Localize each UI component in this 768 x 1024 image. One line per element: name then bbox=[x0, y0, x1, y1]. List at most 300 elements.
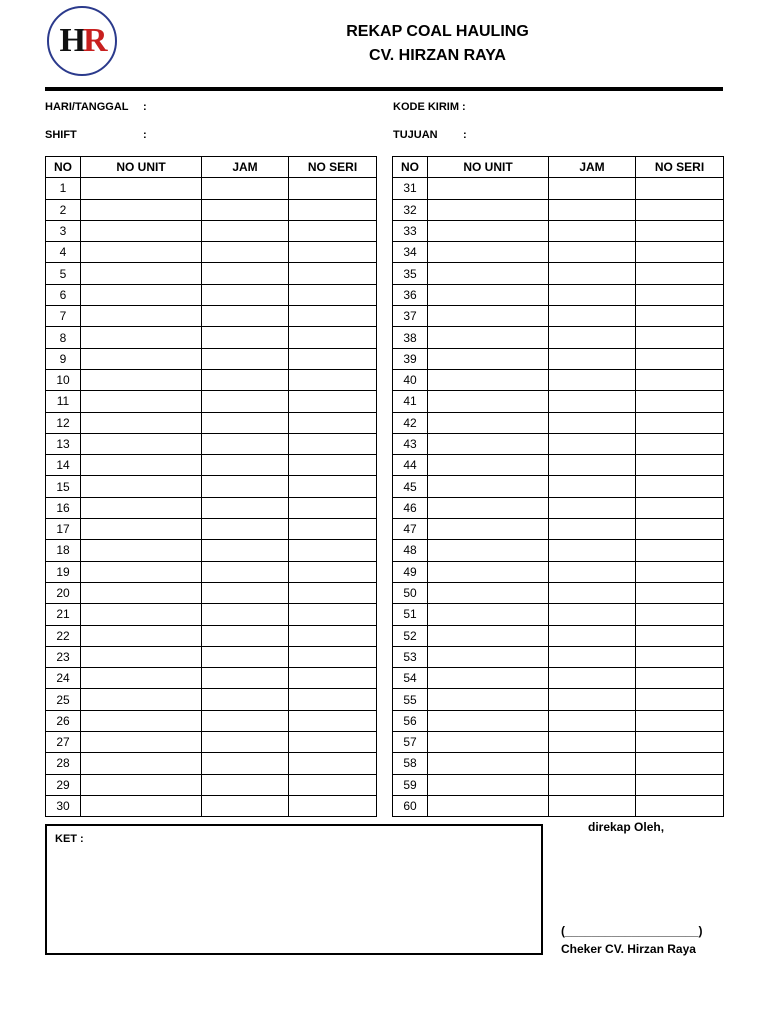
jam-cell[interactable] bbox=[549, 625, 636, 646]
table-row bbox=[46, 710, 377, 731]
no-unit-cell[interactable] bbox=[428, 774, 549, 795]
table-row bbox=[46, 540, 377, 561]
row-number: 42 bbox=[393, 412, 428, 433]
no-seri-cell[interactable] bbox=[636, 284, 724, 305]
row-number: 33 bbox=[393, 220, 428, 241]
no-unit-cell[interactable] bbox=[428, 327, 549, 348]
table-row bbox=[393, 476, 724, 497]
table-row bbox=[46, 348, 377, 369]
no-seri-cell[interactable] bbox=[289, 582, 377, 603]
jam-cell[interactable] bbox=[202, 753, 289, 774]
no-seri-cell[interactable] bbox=[289, 327, 377, 348]
header-jam: JAM bbox=[202, 157, 289, 178]
jam-cell[interactable] bbox=[549, 774, 636, 795]
table-row bbox=[46, 646, 377, 667]
no-seri-cell[interactable] bbox=[289, 284, 377, 305]
jam-cell[interactable] bbox=[549, 263, 636, 284]
table-row bbox=[393, 369, 724, 390]
jam-cell[interactable] bbox=[549, 561, 636, 582]
no-unit-cell[interactable] bbox=[81, 582, 202, 603]
no-unit-cell[interactable] bbox=[428, 455, 549, 476]
no-unit-cell[interactable] bbox=[81, 263, 202, 284]
row-number: 29 bbox=[46, 774, 81, 795]
jam-cell[interactable] bbox=[202, 561, 289, 582]
logo-monogram: HR bbox=[59, 22, 105, 59]
notes-box[interactable] bbox=[45, 824, 543, 955]
checker-label: Cheker CV. Hirzan Raya bbox=[561, 942, 696, 956]
no-unit-cell[interactable] bbox=[428, 476, 549, 497]
no-unit-cell[interactable] bbox=[428, 242, 549, 263]
field-shift-label: SHIFT bbox=[45, 129, 77, 141]
no-seri-cell[interactable] bbox=[289, 412, 377, 433]
row-number: 7 bbox=[46, 306, 81, 327]
jam-cell[interactable] bbox=[549, 178, 636, 199]
no-unit-cell[interactable] bbox=[81, 178, 202, 199]
row-number: 1 bbox=[46, 178, 81, 199]
jam-cell[interactable] bbox=[549, 668, 636, 689]
no-seri-cell[interactable] bbox=[636, 263, 724, 284]
row-number: 60 bbox=[393, 795, 428, 816]
no-seri-cell[interactable] bbox=[636, 497, 724, 518]
company-logo bbox=[47, 6, 117, 76]
table-row bbox=[46, 327, 377, 348]
header-no-seri: NO SERI bbox=[636, 157, 724, 178]
no-unit-cell[interactable] bbox=[428, 199, 549, 220]
table-row bbox=[46, 561, 377, 582]
no-unit-cell[interactable] bbox=[428, 178, 549, 199]
table-row bbox=[46, 242, 377, 263]
no-seri-cell[interactable] bbox=[636, 582, 724, 603]
no-seri-cell[interactable] bbox=[289, 710, 377, 731]
no-seri-cell[interactable] bbox=[289, 178, 377, 199]
jam-cell[interactable] bbox=[202, 199, 289, 220]
field-tujuan-colon: : bbox=[463, 129, 467, 141]
header-no-unit: NO UNIT bbox=[428, 157, 549, 178]
row-number: 22 bbox=[46, 625, 81, 646]
no-seri-cell[interactable] bbox=[636, 668, 724, 689]
jam-cell[interactable] bbox=[549, 497, 636, 518]
row-number: 59 bbox=[393, 774, 428, 795]
no-seri-cell[interactable] bbox=[289, 455, 377, 476]
row-number: 49 bbox=[393, 561, 428, 582]
no-unit-cell[interactable] bbox=[81, 412, 202, 433]
table-row bbox=[393, 519, 724, 540]
no-unit-cell[interactable] bbox=[81, 689, 202, 710]
table-row bbox=[46, 732, 377, 753]
table-row bbox=[393, 412, 724, 433]
no-unit-cell[interactable] bbox=[81, 497, 202, 518]
jam-cell[interactable] bbox=[202, 327, 289, 348]
row-number: 54 bbox=[393, 668, 428, 689]
table-row bbox=[393, 732, 724, 753]
no-unit-cell[interactable] bbox=[428, 604, 549, 625]
table-row bbox=[393, 306, 724, 327]
jam-cell[interactable] bbox=[202, 646, 289, 667]
table-row bbox=[46, 625, 377, 646]
jam-cell[interactable] bbox=[549, 519, 636, 540]
no-unit-cell[interactable] bbox=[428, 412, 549, 433]
table-row bbox=[393, 455, 724, 476]
no-unit-cell[interactable] bbox=[428, 433, 549, 454]
table-row bbox=[46, 604, 377, 625]
no-seri-cell[interactable] bbox=[636, 327, 724, 348]
jam-cell[interactable] bbox=[202, 178, 289, 199]
table-row bbox=[393, 220, 724, 241]
no-seri-cell[interactable] bbox=[636, 625, 724, 646]
no-seri-cell[interactable] bbox=[289, 306, 377, 327]
no-seri-cell[interactable] bbox=[289, 433, 377, 454]
company-name: CV. HIRZAN RAYA bbox=[369, 47, 506, 64]
no-unit-cell[interactable] bbox=[81, 348, 202, 369]
row-number: 36 bbox=[393, 284, 428, 305]
no-seri-cell[interactable] bbox=[289, 795, 377, 816]
table-row bbox=[46, 795, 377, 816]
jam-cell[interactable] bbox=[549, 284, 636, 305]
jam-cell[interactable] bbox=[549, 391, 636, 412]
table-row bbox=[393, 391, 724, 412]
jam-cell[interactable] bbox=[549, 369, 636, 390]
recap-by-label: direkap Oleh, bbox=[588, 820, 665, 834]
row-number: 25 bbox=[46, 689, 81, 710]
jam-cell[interactable] bbox=[202, 582, 289, 603]
table-row bbox=[393, 795, 724, 816]
jam-cell[interactable] bbox=[549, 604, 636, 625]
row-number: 48 bbox=[393, 540, 428, 561]
row-number: 2 bbox=[46, 199, 81, 220]
row-number: 41 bbox=[393, 391, 428, 412]
header-no: NO bbox=[46, 157, 81, 178]
no-unit-cell[interactable] bbox=[81, 220, 202, 241]
jam-cell[interactable] bbox=[202, 284, 289, 305]
no-seri-cell[interactable] bbox=[636, 604, 724, 625]
row-number: 15 bbox=[46, 476, 81, 497]
row-number: 21 bbox=[46, 604, 81, 625]
no-seri-cell[interactable] bbox=[289, 263, 377, 284]
row-number: 17 bbox=[46, 519, 81, 540]
no-unit-cell[interactable] bbox=[81, 561, 202, 582]
table-row bbox=[393, 327, 724, 348]
row-number: 6 bbox=[46, 284, 81, 305]
field-kode-kirim-label: KODE KIRIM : bbox=[393, 101, 466, 113]
no-unit-cell[interactable] bbox=[428, 795, 549, 816]
no-seri-cell[interactable] bbox=[636, 519, 724, 540]
no-unit-cell[interactable] bbox=[428, 263, 549, 284]
row-number: 13 bbox=[46, 433, 81, 454]
header-jam: JAM bbox=[549, 157, 636, 178]
row-number: 20 bbox=[46, 582, 81, 603]
jam-cell[interactable] bbox=[549, 327, 636, 348]
table-row bbox=[393, 348, 724, 369]
no-seri-cell[interactable] bbox=[289, 540, 377, 561]
no-seri-cell[interactable] bbox=[636, 348, 724, 369]
no-unit-cell[interactable] bbox=[81, 369, 202, 390]
no-seri-cell[interactable] bbox=[289, 732, 377, 753]
no-seri-cell[interactable] bbox=[636, 476, 724, 497]
no-unit-cell[interactable] bbox=[81, 795, 202, 816]
table-row bbox=[46, 412, 377, 433]
no-seri-cell[interactable] bbox=[636, 455, 724, 476]
jam-cell[interactable] bbox=[202, 306, 289, 327]
no-seri-cell[interactable] bbox=[636, 710, 724, 731]
header-no: NO bbox=[393, 157, 428, 178]
jam-cell[interactable] bbox=[549, 540, 636, 561]
header-no-unit: NO UNIT bbox=[81, 157, 202, 178]
field-hari-tanggal-label: HARI/TANGGAL bbox=[45, 101, 129, 113]
row-number: 58 bbox=[393, 753, 428, 774]
no-seri-cell[interactable] bbox=[636, 391, 724, 412]
jam-cell[interactable] bbox=[549, 689, 636, 710]
no-seri-cell[interactable] bbox=[636, 732, 724, 753]
row-number: 52 bbox=[393, 625, 428, 646]
no-unit-cell[interactable] bbox=[428, 668, 549, 689]
no-seri-cell[interactable] bbox=[289, 519, 377, 540]
no-seri-cell[interactable] bbox=[289, 199, 377, 220]
no-unit-cell[interactable] bbox=[428, 625, 549, 646]
table-header-row bbox=[393, 157, 724, 178]
jam-cell[interactable] bbox=[202, 710, 289, 731]
no-unit-cell[interactable] bbox=[428, 391, 549, 412]
no-seri-cell[interactable] bbox=[289, 242, 377, 263]
jam-cell[interactable] bbox=[202, 412, 289, 433]
row-number: 46 bbox=[393, 497, 428, 518]
no-seri-cell[interactable] bbox=[289, 646, 377, 667]
no-seri-cell[interactable] bbox=[636, 689, 724, 710]
field-hari-tanggal bbox=[45, 101, 147, 113]
no-unit-cell[interactable] bbox=[428, 710, 549, 731]
row-number: 50 bbox=[393, 582, 428, 603]
field-tujuan-label: TUJUAN bbox=[393, 129, 438, 141]
field-kode-kirim bbox=[393, 101, 466, 113]
recap-table-left bbox=[45, 156, 377, 817]
no-unit-cell[interactable] bbox=[428, 284, 549, 305]
table-row bbox=[393, 689, 724, 710]
jam-cell[interactable] bbox=[549, 753, 636, 774]
no-seri-cell[interactable] bbox=[289, 774, 377, 795]
no-unit-cell[interactable] bbox=[81, 668, 202, 689]
no-unit-cell[interactable] bbox=[81, 519, 202, 540]
field-hari-tanggal-colon: : bbox=[143, 101, 147, 113]
no-seri-cell[interactable] bbox=[636, 412, 724, 433]
table-row bbox=[393, 433, 724, 454]
jam-cell[interactable] bbox=[549, 646, 636, 667]
jam-cell[interactable] bbox=[202, 519, 289, 540]
jam-cell[interactable] bbox=[549, 455, 636, 476]
jam-cell[interactable] bbox=[549, 220, 636, 241]
no-seri-cell[interactable] bbox=[289, 668, 377, 689]
jam-cell[interactable] bbox=[202, 476, 289, 497]
jam-cell[interactable] bbox=[202, 668, 289, 689]
table-row bbox=[46, 582, 377, 603]
no-seri-cell[interactable] bbox=[636, 220, 724, 241]
row-number: 32 bbox=[393, 199, 428, 220]
no-unit-cell[interactable] bbox=[81, 732, 202, 753]
row-number: 27 bbox=[46, 732, 81, 753]
jam-cell[interactable] bbox=[202, 604, 289, 625]
no-seri-cell[interactable] bbox=[289, 604, 377, 625]
jam-cell[interactable] bbox=[202, 625, 289, 646]
no-unit-cell[interactable] bbox=[81, 774, 202, 795]
no-seri-cell[interactable] bbox=[289, 348, 377, 369]
no-seri-cell[interactable] bbox=[636, 242, 724, 263]
row-number: 57 bbox=[393, 732, 428, 753]
table-row bbox=[393, 199, 724, 220]
jam-cell[interactable] bbox=[202, 391, 289, 412]
jam-cell[interactable] bbox=[202, 242, 289, 263]
no-unit-cell[interactable] bbox=[428, 561, 549, 582]
row-number: 4 bbox=[46, 242, 81, 263]
row-number: 34 bbox=[393, 242, 428, 263]
no-seri-cell[interactable] bbox=[289, 476, 377, 497]
table-row bbox=[46, 497, 377, 518]
no-unit-cell[interactable] bbox=[81, 476, 202, 497]
no-unit-cell[interactable] bbox=[81, 242, 202, 263]
table-row bbox=[46, 306, 377, 327]
no-unit-cell[interactable] bbox=[81, 284, 202, 305]
jam-cell[interactable] bbox=[202, 774, 289, 795]
no-unit-cell[interactable] bbox=[81, 306, 202, 327]
no-seri-cell[interactable] bbox=[289, 497, 377, 518]
no-seri-cell[interactable] bbox=[636, 540, 724, 561]
row-number: 19 bbox=[46, 561, 81, 582]
table-row bbox=[393, 625, 724, 646]
no-seri-cell[interactable] bbox=[636, 753, 724, 774]
table-row bbox=[393, 604, 724, 625]
no-unit-cell[interactable] bbox=[428, 497, 549, 518]
row-number: 23 bbox=[46, 646, 81, 667]
table-row bbox=[46, 753, 377, 774]
field-shift-colon: : bbox=[143, 129, 147, 141]
no-seri-cell[interactable] bbox=[636, 433, 724, 454]
no-unit-cell[interactable] bbox=[81, 646, 202, 667]
row-number: 5 bbox=[46, 263, 81, 284]
jam-cell[interactable] bbox=[549, 242, 636, 263]
no-seri-cell[interactable] bbox=[289, 369, 377, 390]
table-row bbox=[46, 391, 377, 412]
table-row bbox=[393, 263, 724, 284]
jam-cell[interactable] bbox=[202, 263, 289, 284]
row-number: 10 bbox=[46, 369, 81, 390]
no-unit-cell[interactable] bbox=[428, 732, 549, 753]
row-number: 14 bbox=[46, 455, 81, 476]
no-unit-cell[interactable] bbox=[81, 391, 202, 412]
table-row bbox=[393, 497, 724, 518]
table-row bbox=[393, 561, 724, 582]
row-number: 16 bbox=[46, 497, 81, 518]
no-seri-cell[interactable] bbox=[636, 306, 724, 327]
no-seri-cell[interactable] bbox=[289, 391, 377, 412]
no-seri-cell[interactable] bbox=[636, 178, 724, 199]
no-unit-cell[interactable] bbox=[81, 710, 202, 731]
jam-cell[interactable] bbox=[202, 455, 289, 476]
notes-label: KET : bbox=[55, 833, 84, 845]
recap-table-right bbox=[392, 156, 724, 817]
no-seri-cell[interactable] bbox=[289, 561, 377, 582]
no-seri-cell[interactable] bbox=[289, 689, 377, 710]
table-row bbox=[46, 668, 377, 689]
jam-cell[interactable] bbox=[549, 433, 636, 454]
no-seri-cell[interactable] bbox=[289, 220, 377, 241]
row-number: 3 bbox=[46, 220, 81, 241]
no-seri-cell[interactable] bbox=[636, 774, 724, 795]
no-unit-cell[interactable] bbox=[428, 646, 549, 667]
no-seri-cell[interactable] bbox=[636, 199, 724, 220]
jam-cell[interactable] bbox=[202, 433, 289, 454]
no-unit-cell[interactable] bbox=[428, 369, 549, 390]
jam-cell[interactable] bbox=[549, 476, 636, 497]
no-unit-cell[interactable] bbox=[81, 604, 202, 625]
jam-cell[interactable] bbox=[549, 710, 636, 731]
table-row bbox=[393, 774, 724, 795]
jam-cell[interactable] bbox=[549, 306, 636, 327]
no-seri-cell[interactable] bbox=[636, 369, 724, 390]
no-seri-cell[interactable] bbox=[636, 795, 724, 816]
no-unit-cell[interactable] bbox=[428, 306, 549, 327]
no-unit-cell[interactable] bbox=[81, 625, 202, 646]
no-seri-cell[interactable] bbox=[289, 753, 377, 774]
row-number: 38 bbox=[393, 327, 428, 348]
table-row bbox=[46, 433, 377, 454]
no-unit-cell[interactable] bbox=[81, 327, 202, 348]
jam-cell[interactable] bbox=[549, 412, 636, 433]
jam-cell[interactable] bbox=[202, 689, 289, 710]
no-unit-cell[interactable] bbox=[81, 455, 202, 476]
no-unit-cell[interactable] bbox=[81, 199, 202, 220]
jam-cell[interactable] bbox=[202, 220, 289, 241]
no-unit-cell[interactable] bbox=[81, 540, 202, 561]
table-row bbox=[46, 199, 377, 220]
no-unit-cell[interactable] bbox=[81, 433, 202, 454]
no-unit-cell[interactable] bbox=[428, 348, 549, 369]
no-unit-cell[interactable] bbox=[428, 582, 549, 603]
no-seri-cell[interactable] bbox=[289, 625, 377, 646]
row-number: 24 bbox=[46, 668, 81, 689]
row-number: 12 bbox=[46, 412, 81, 433]
row-number: 45 bbox=[393, 476, 428, 497]
jam-cell[interactable] bbox=[202, 348, 289, 369]
no-unit-cell[interactable] bbox=[428, 753, 549, 774]
jam-cell[interactable] bbox=[202, 732, 289, 753]
row-number: 31 bbox=[393, 178, 428, 199]
jam-cell[interactable] bbox=[202, 540, 289, 561]
no-unit-cell[interactable] bbox=[428, 540, 549, 561]
no-seri-cell[interactable] bbox=[636, 646, 724, 667]
field-tujuan bbox=[393, 129, 467, 141]
table-row bbox=[46, 455, 377, 476]
no-unit-cell[interactable] bbox=[428, 689, 549, 710]
jam-cell[interactable] bbox=[202, 497, 289, 518]
table-row bbox=[393, 710, 724, 731]
table-row bbox=[393, 753, 724, 774]
row-number: 53 bbox=[393, 646, 428, 667]
row-number: 56 bbox=[393, 710, 428, 731]
row-number: 51 bbox=[393, 604, 428, 625]
no-unit-cell[interactable] bbox=[428, 519, 549, 540]
jam-cell[interactable] bbox=[549, 582, 636, 603]
jam-cell[interactable] bbox=[549, 732, 636, 753]
no-unit-cell[interactable] bbox=[81, 753, 202, 774]
jam-cell[interactable] bbox=[549, 199, 636, 220]
jam-cell[interactable] bbox=[202, 369, 289, 390]
table-row bbox=[46, 476, 377, 497]
jam-cell[interactable] bbox=[549, 795, 636, 816]
table-row bbox=[393, 178, 724, 199]
row-number: 28 bbox=[46, 753, 81, 774]
no-seri-cell[interactable] bbox=[636, 561, 724, 582]
jam-cell[interactable] bbox=[549, 348, 636, 369]
no-unit-cell[interactable] bbox=[428, 220, 549, 241]
table-row bbox=[46, 263, 377, 284]
jam-cell[interactable] bbox=[202, 795, 289, 816]
